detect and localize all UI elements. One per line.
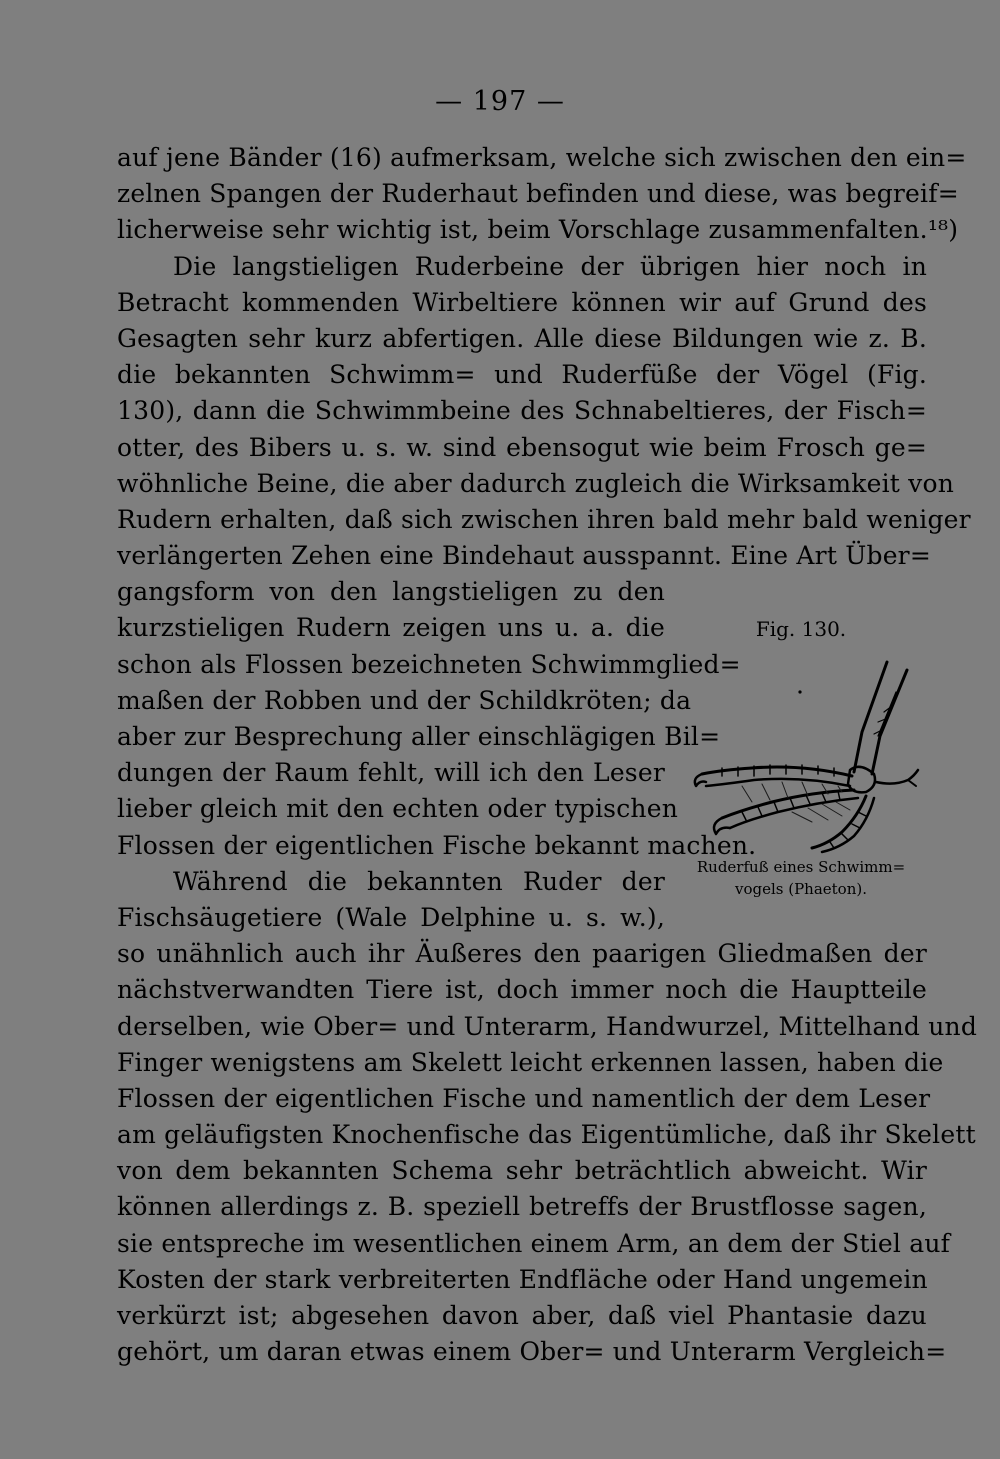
text-line: auf jene Bänder (16) aufmerksam, welche sich zwischen den ein=	[117, 143, 967, 172]
text-line: Während die bekannten Ruder der	[173, 866, 665, 896]
text-line: derselben, wie Ober= und Unterarm, Handwurzel, Mittelhand und	[117, 1011, 978, 1041]
text-line: verkürzt ist; abgesehen davon aber, daß viel Phantasie dazu	[117, 1301, 927, 1330]
text-line: so unähnlich auch ihr Äußeres den paarigen Gliedmaßen der	[117, 939, 927, 969]
text-line: wöhnliche Beine, die aber dadurch zugleich die Wirksamkeit von	[117, 468, 955, 498]
figure-caption-line: vogels (Phaeton).	[734, 880, 867, 898]
page-number: — 197 —	[435, 86, 565, 117]
text-line: 130), dann die Schwimmbeine des Schnabeltieres, der Fisch=	[117, 396, 927, 426]
text-line: Die langstieligen Ruderbeine der übrigen hier noch in	[173, 251, 927, 281]
text-line: die bekannten Schwimm= und Ruderfüße der Vögel (Fig.	[117, 360, 927, 390]
text-line: kurzstieligen Rudern zeigen uns u. a. die	[117, 613, 665, 643]
text-line: am geläufigsten Knochenfische das Eigentümliche, daß ihr Skelett	[117, 1120, 976, 1150]
text-line: Finger wenigstens am Skelett leicht erkennen lassen, haben die	[117, 1047, 944, 1077]
text-line: licherweise sehr wichtig ist, beim Vorschlage zusammenfalten.¹⁸)	[117, 215, 959, 245]
text-line: nächstverwandten Tiere ist, doch immer noch die Hauptteile	[117, 975, 927, 1005]
text-line: können allerdings z. B. speziell betreffs der Brustflosse sagen,	[117, 1192, 927, 1222]
text-line: Betracht kommenden Wirbeltiere können wir auf Grund des	[117, 287, 927, 317]
text-line: aber zur Besprechung aller einschlägigen Bil=	[117, 722, 721, 751]
figure-label: Fig. 130.	[755, 617, 847, 641]
text-line: Flossen der eigentlichen Fische und namentlich der dem Leser	[117, 1083, 931, 1113]
text-line: maßen der Robben und der Schildkröten; da	[117, 685, 692, 715]
text-line: Flossen der eigentlichen Fische bekannt machen.	[117, 830, 757, 860]
text-line: verlängerten Zehen eine Bindehaut ausspannt. Eine Art Über=	[117, 541, 931, 571]
text-line: Kosten der stark verbreiterten Endfläche oder Hand ungemein	[117, 1264, 928, 1294]
text-line: Rudern erhalten, daß sich zwischen ihren bald mehr bald weniger	[117, 504, 971, 534]
text-line: gehört, um daran etwas einem Ober= und Unterarm Vergleich=	[117, 1337, 947, 1367]
figure-caption-line: Ruderfuß eines Schwimm=	[696, 858, 906, 876]
text-line: Gesagten sehr kurz abfertigen. Alle diese Bildungen wie z. B.	[117, 323, 927, 353]
text-line: Fischsäugetiere (Wale Delphine u. s. w.),	[117, 902, 665, 932]
bird-webbed-foot-icon	[682, 652, 922, 852]
text-line: zelnen Spangen der Ruderhaut befinden und diese, was begreif=	[117, 179, 959, 209]
text-line: schon als Flossen bezeichneten Schwimmglied=	[117, 649, 741, 679]
text-line: sie entspreche im wesentlichen einem Arm, an dem der Stiel auf	[117, 1228, 951, 1258]
text-line: lieber gleich mit den echten oder typischen	[117, 794, 678, 824]
text-line: dungen der Raum fehlt, will ich den Leser	[117, 758, 665, 788]
text-line: gangsform von den langstieligen zu den	[117, 577, 665, 607]
figure-caption	[670, 856, 932, 900]
figure-130	[670, 612, 932, 912]
text-line: otter, des Bibers u. s. w. sind ebensogut wie beim Frosch ge=	[117, 432, 927, 462]
text-line: von dem bekannten Schema sehr beträchtlich abweicht. Wir	[117, 1156, 927, 1186]
